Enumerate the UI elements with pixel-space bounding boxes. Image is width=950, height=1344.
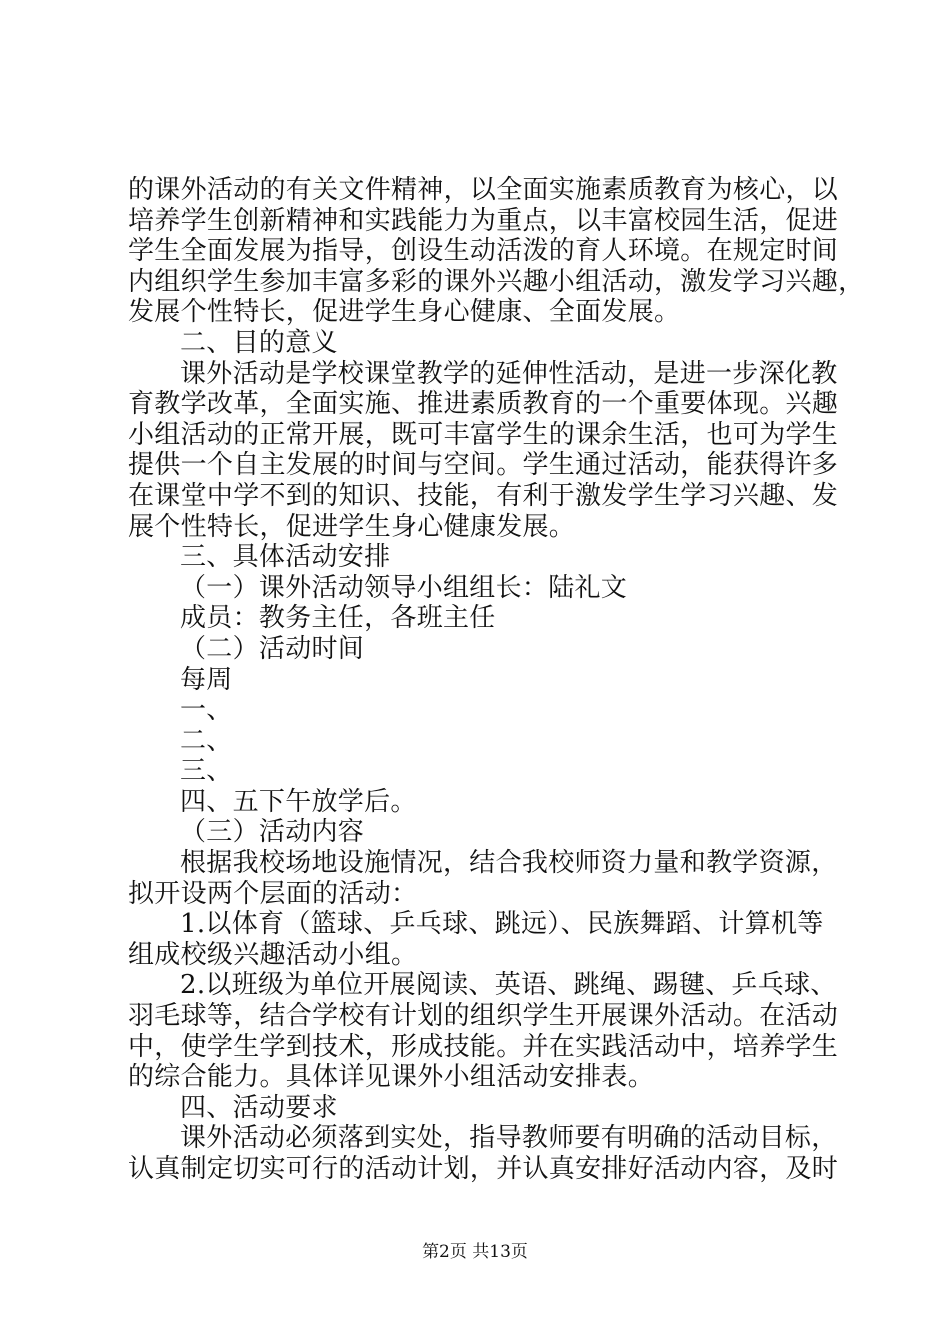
- body-line: 培养学生创新精神和实践能力为重点，以丰富校园生活，促进: [128, 205, 839, 236]
- page-number-footer: 第2页 共13页: [422, 1242, 528, 1262]
- body-line: 三、: [180, 756, 233, 787]
- section-heading: 三、具体活动安排: [180, 542, 391, 573]
- body-line: （三）活动内容: [180, 817, 365, 848]
- body-line: 课外活动是学校课堂教学的延伸性活动，是进一步深化教: [180, 358, 838, 389]
- body-line: 2.以班级为单位开展阅读、英语、跳绳、踢毽、乒乓球、: [180, 970, 837, 1001]
- body-line: 羽毛球等，结合学校有计划的组织学生开展课外活动。在活动: [128, 1001, 839, 1032]
- body-line: 小组活动的正常开展，既可丰富学生的课余生活，也可为学生: [128, 419, 839, 450]
- body-line: 展个性特长，促进学生身心健康发展。: [128, 511, 576, 542]
- body-line: 提供一个自主发展的时间与空间。学生通过活动，能获得许多: [128, 450, 839, 481]
- body-line: 1.以体育（篮球、乒乓球、跳远）、民族舞蹈、计算机等: [180, 909, 824, 940]
- body-line: （二）活动时间: [180, 633, 365, 664]
- body-line: 的综合能力。具体详见课外小组活动安排表。: [128, 1062, 655, 1093]
- body-line: 内组织学生参加丰富多彩的课外兴趣小组活动，激发学习兴趣，: [128, 266, 865, 297]
- body-line: 四、五下午放学后。: [180, 786, 417, 817]
- body-line: 一、: [180, 695, 233, 726]
- body-line: 育教学改革，全面实施、推进素质教育的一个重要体现。兴趣: [128, 389, 839, 420]
- body-line: 学生全面发展为指导，创设生动活泼的育人环境。在规定时间: [128, 236, 839, 267]
- body-line: 成员：教务主任，各班主任: [180, 603, 496, 634]
- body-line: （一）课外活动领导小组组长：陆礼文: [180, 572, 628, 603]
- body-line: 拟开设两个层面的活动：: [128, 878, 418, 909]
- body-line: 每周: [180, 664, 233, 695]
- body-line: 二、: [180, 725, 233, 756]
- body-line: 发展个性特长，促进学生身心健康、全面发展。: [128, 297, 681, 328]
- section-heading: 四、活动要求: [180, 1092, 338, 1123]
- document-body: [128, 175, 865, 1185]
- body-line: 根据我校场地设施情况，结合我校师资力量和教学资源，: [180, 848, 838, 879]
- section-heading: 二、目的意义: [180, 327, 338, 358]
- body-line: 的课外活动的有关文件精神，以全面实施素质教育为核心，以: [128, 175, 839, 205]
- body-line: 在课堂中学不到的知识、技能，有利于激发学生学习兴趣、发: [128, 480, 839, 511]
- body-line: 组成校级兴趣活动小组。: [128, 939, 418, 970]
- body-line: 认真制定切实可行的活动计划，并认真安排好活动内容，及时: [128, 1154, 839, 1184]
- body-line: 课外活动必须落到实处，指导教师要有明确的活动目标，: [180, 1123, 838, 1154]
- body-line: 中，使学生学到技术，形成技能。并在实践活动中，培养学生: [128, 1031, 839, 1062]
